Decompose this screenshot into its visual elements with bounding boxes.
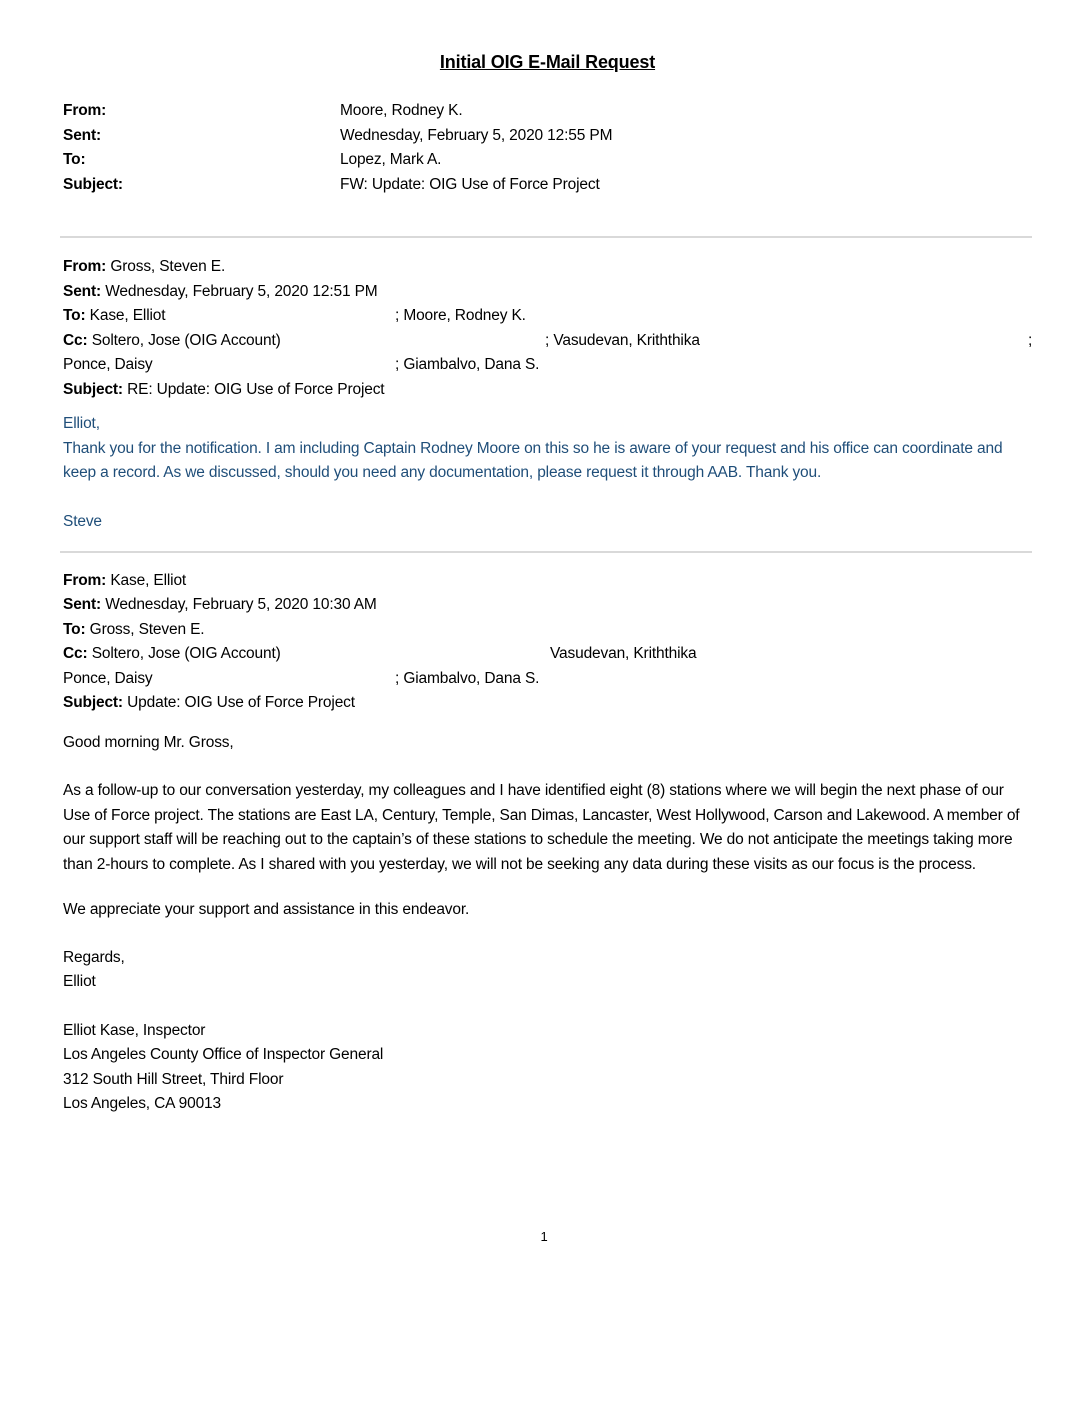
blank-line	[63, 486, 1032, 511]
original-paragraph-2: We appreciate your support and assistance in this endeavor.	[63, 901, 470, 918]
forward-header	[63, 99, 1032, 197]
reply-to-line	[63, 304, 1032, 329]
reply-subject-line	[63, 378, 1032, 403]
subject-value: RE: Update: OIG Use of Force Project	[127, 380, 385, 398]
sent-label: Sent:	[63, 596, 102, 613]
sent-value: Wednesday, February 5, 2020 12:55 PM	[340, 126, 613, 144]
cc-recipient-2: Vasudevan, Kriththika	[550, 645, 697, 662]
sent-label: Sent:	[63, 126, 102, 144]
reply-salutation: Elliot,	[63, 415, 100, 432]
reply-paragraph: Thank you for the notification. I am including Captain Rodney Moore on this so he is aware of your request and his office can coordinate and keep a record. As we discussed, should you need any documentation, please request it through AAB. Thank you.	[63, 439, 1003, 481]
signature-street: 312 South Hill Street, Third Floor	[63, 1070, 284, 1088]
cc-label: Cc:	[63, 331, 88, 349]
reply-body	[63, 412, 1032, 535]
forward-header-to-row	[63, 148, 1032, 173]
closing-block	[63, 946, 1032, 995]
subject-label: Subject:	[63, 380, 123, 398]
original-sent-line	[63, 593, 1032, 618]
from-value: Moore, Rodney K.	[340, 102, 463, 119]
to-recipient-1: Gross, Steven E.	[89, 620, 205, 638]
message-divider	[60, 551, 1032, 553]
forward-header-sent-row	[63, 124, 1032, 149]
reply-cc-line	[63, 329, 1032, 354]
subject-label: Subject:	[63, 175, 123, 193]
signature-city: Los Angeles, CA 90013	[63, 1095, 222, 1112]
from-value: Gross, Steven E.	[110, 258, 226, 275]
page-number: 1	[540, 1229, 548, 1244]
subject-label: Subject:	[63, 694, 123, 711]
from-label: From:	[63, 102, 107, 119]
original-header	[63, 569, 1032, 716]
reply-cc-wrap-line	[63, 353, 1032, 378]
from-value: Kase, Elliot	[110, 571, 187, 589]
cc-label: Cc:	[63, 645, 88, 662]
subject-value: FW: Update: OIG Use of Force Project	[340, 175, 600, 193]
original-cc-line	[63, 642, 1032, 667]
to-recipient-2: ; Moore, Rodney K.	[395, 307, 526, 324]
sent-value: Wednesday, February 5, 2020 12:51 PM	[105, 282, 378, 300]
cc-recipient-1: Soltero, Jose (OIG Account)	[91, 331, 281, 349]
reply-sent-line	[63, 280, 1032, 305]
document-title-text: Initial OIG E-Mail Request	[439, 52, 656, 72]
signature-name-title: Elliot Kase, Inspector	[63, 1021, 206, 1039]
reply-header	[63, 255, 1032, 402]
original-paragraph-1: As a follow-up to our conversation yesterday, my colleagues and I have identified eight (8) stations where we will begin the next phase of our Use of Force project. The stations are East LA, Century, Temple, San Dimas, Lancaster, West Hollywood, Carson and Lakewood. A member of our support staff will be reaching out to the captain’s of these stations to schedule the meeting. We do not anticipate the meetings taking more than 2-hours to complete. As I shared with you yesterday, we will not be seeking any data during these visits as our focus is the process.	[63, 782, 1020, 873]
message-divider	[60, 236, 1032, 238]
forward-header-from-row	[63, 99, 1032, 124]
reply-from-line	[63, 255, 1032, 280]
to-label: To:	[63, 620, 86, 638]
cc-recipient-4: ; Giambalvo, Dana S.	[395, 356, 540, 373]
from-label: From:	[63, 258, 107, 275]
sent-label: Sent:	[63, 282, 102, 300]
cc-recipient-4: ; Giambalvo, Dana S.	[395, 669, 540, 687]
to-label: To:	[63, 151, 86, 168]
to-value: Lopez, Mark A.	[340, 151, 442, 168]
reply-signoff: Steve	[63, 513, 102, 530]
original-salutation: Good morning Mr. Gross,	[63, 733, 234, 751]
closing-signoff: Elliot	[63, 973, 96, 990]
original-subject-line	[63, 691, 1032, 716]
signature-org: Los Angeles County Office of Inspector General	[63, 1046, 384, 1063]
original-from-line	[63, 569, 1032, 594]
cc-recipient-3: Ponce, Daisy	[63, 669, 153, 687]
cc-separator: ;	[1028, 331, 1033, 349]
sent-value: Wednesday, February 5, 2020 10:30 AM	[105, 596, 377, 613]
cc-recipient-2: ; Vasudevan, Kriththika	[545, 331, 700, 349]
subject-value: Update: OIG Use of Force Project	[127, 694, 355, 711]
cc-recipient-3: Ponce, Daisy	[63, 356, 153, 373]
from-label: From:	[63, 571, 107, 589]
document-title	[63, 0, 1032, 75]
signature-block	[63, 1019, 1032, 1117]
forward-header-subject-row	[63, 173, 1032, 198]
to-recipient-1: Kase, Elliot	[89, 307, 166, 324]
original-cc-wrap-line	[63, 667, 1032, 692]
original-body	[63, 731, 1032, 1117]
original-to-line	[63, 618, 1032, 643]
to-label: To:	[63, 307, 86, 324]
cc-recipient-1: Soltero, Jose (OIG Account)	[91, 645, 281, 662]
closing-regards: Regards,	[63, 948, 125, 966]
